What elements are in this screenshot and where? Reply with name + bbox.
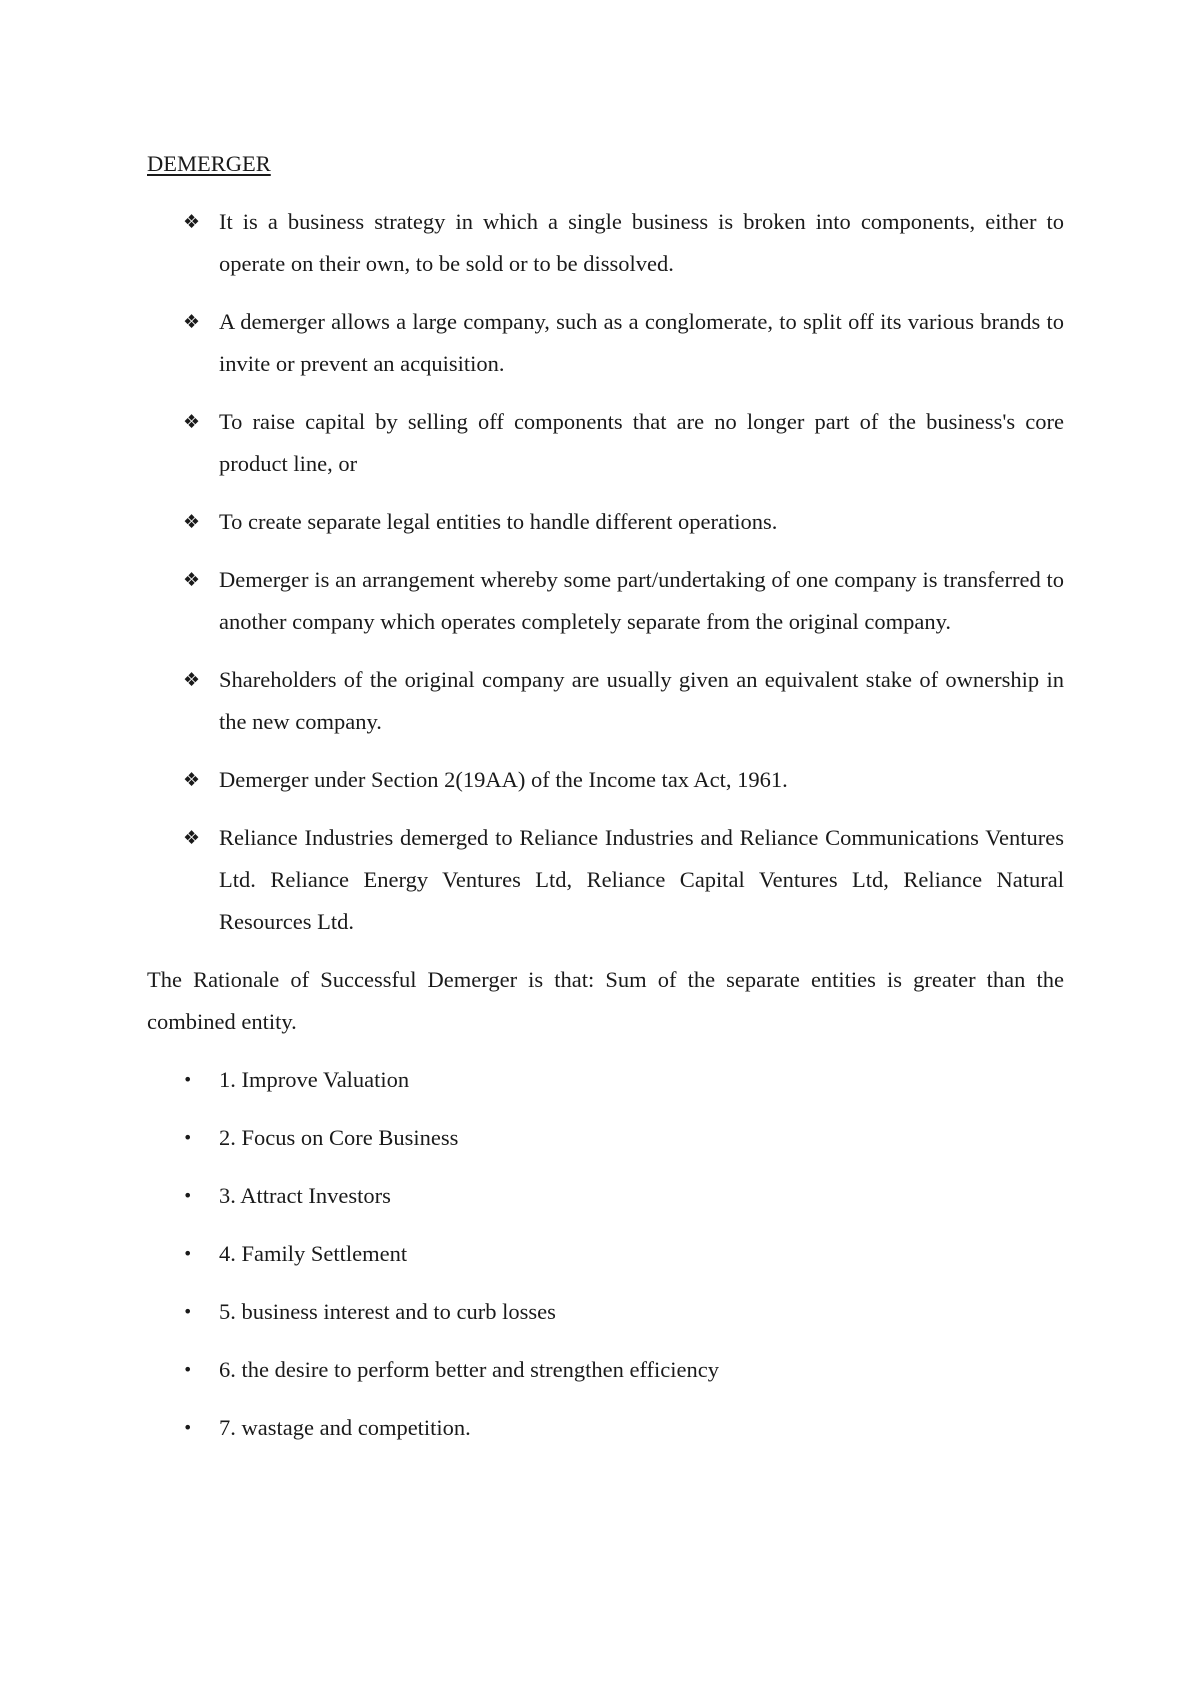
diamond-bullet-icon: ❖ [183,569,201,591]
list-item-text: It is a business strategy in which a single business is broken into components, either to operate on their own, to be sold or to be dissolved. [219,209,1064,276]
diamond-bullet-icon: ❖ [183,211,201,233]
diamond-bullet-icon: ❖ [183,411,201,433]
list-item-text: To raise capital by selling off components that are no longer part of the business's core product line, or [219,409,1064,476]
list-item-text: Demerger under Section 2(19AA) of the Income tax Act, 1961. [219,767,788,792]
bullet-dot-icon: • [183,1302,193,1321]
list-item [147,1059,1064,1101]
list-item-text: 6. the desire to perform better and strengthen efficiency [219,1357,720,1382]
list-item-text: A demerger allows a large company, such as a conglomerate, to split off its various brands to invite or prevent an acquisition. [219,309,1064,376]
rationale-reasons-list [147,1059,1064,1449]
bullet-dot-icon: • [183,1244,193,1263]
rationale-paragraph: The Rationale of Successful Demerger is that: Sum of the separate entities is greater than the combined entity. [147,967,1064,1034]
diamond-bullet-icon: ❖ [183,769,201,791]
list-item-text: 7. wastage and competition. [219,1415,471,1440]
list-item-text: 1. Improve Valuation [219,1067,410,1092]
list-item [147,201,1064,285]
list-item [147,401,1064,485]
list-item-text: 5. business interest and to curb losses [219,1299,556,1324]
list-item-text: 2. Focus on Core Business [219,1125,459,1150]
list-item [147,1349,1064,1391]
list-item-text: 4. Family Settlement [219,1241,408,1266]
diamond-bullet-icon: ❖ [183,669,201,691]
list-item-text: To create separate legal entities to handle different operations. [219,509,778,534]
list-item [147,1291,1064,1333]
list-item [147,301,1064,385]
diamond-bullet-icon: ❖ [183,827,201,849]
page-title: DEMERGER [147,151,271,176]
list-item-text: Shareholders of the original company are usually given an equivalent stake of ownership in the new company. [219,667,1064,734]
bullet-dot-icon: • [183,1360,193,1379]
diamond-bullet-icon: ❖ [183,311,201,333]
diamond-bullet-icon: ❖ [183,511,201,533]
list-item [147,1233,1064,1275]
list-item [147,1117,1064,1159]
list-item [147,1407,1064,1449]
list-item [147,1175,1064,1217]
list-item [147,659,1064,743]
list-item-text: Reliance Industries demerged to Reliance Industries and Reliance Communications Ventures Ltd. Reliance Energy Ventures Ltd, Reliance Capital Ventures Ltd, Reliance Natural Resources Ltd. [219,825,1064,934]
bullet-dot-icon: • [183,1418,193,1437]
list-item [147,501,1064,543]
list-item [147,817,1064,943]
bullet-dot-icon: • [183,1128,193,1147]
demerger-points-list [147,201,1064,943]
list-item-text: Demerger is an arrangement whereby some part/undertaking of one company is transferred to another company which operates completely separate from the original company. [219,567,1064,634]
list-item-text: 3. Attract Investors [219,1183,391,1208]
bullet-dot-icon: • [183,1070,193,1089]
bullet-dot-icon: • [183,1186,193,1205]
list-item [147,759,1064,801]
document-content [147,143,1064,1465]
list-item [147,559,1064,643]
